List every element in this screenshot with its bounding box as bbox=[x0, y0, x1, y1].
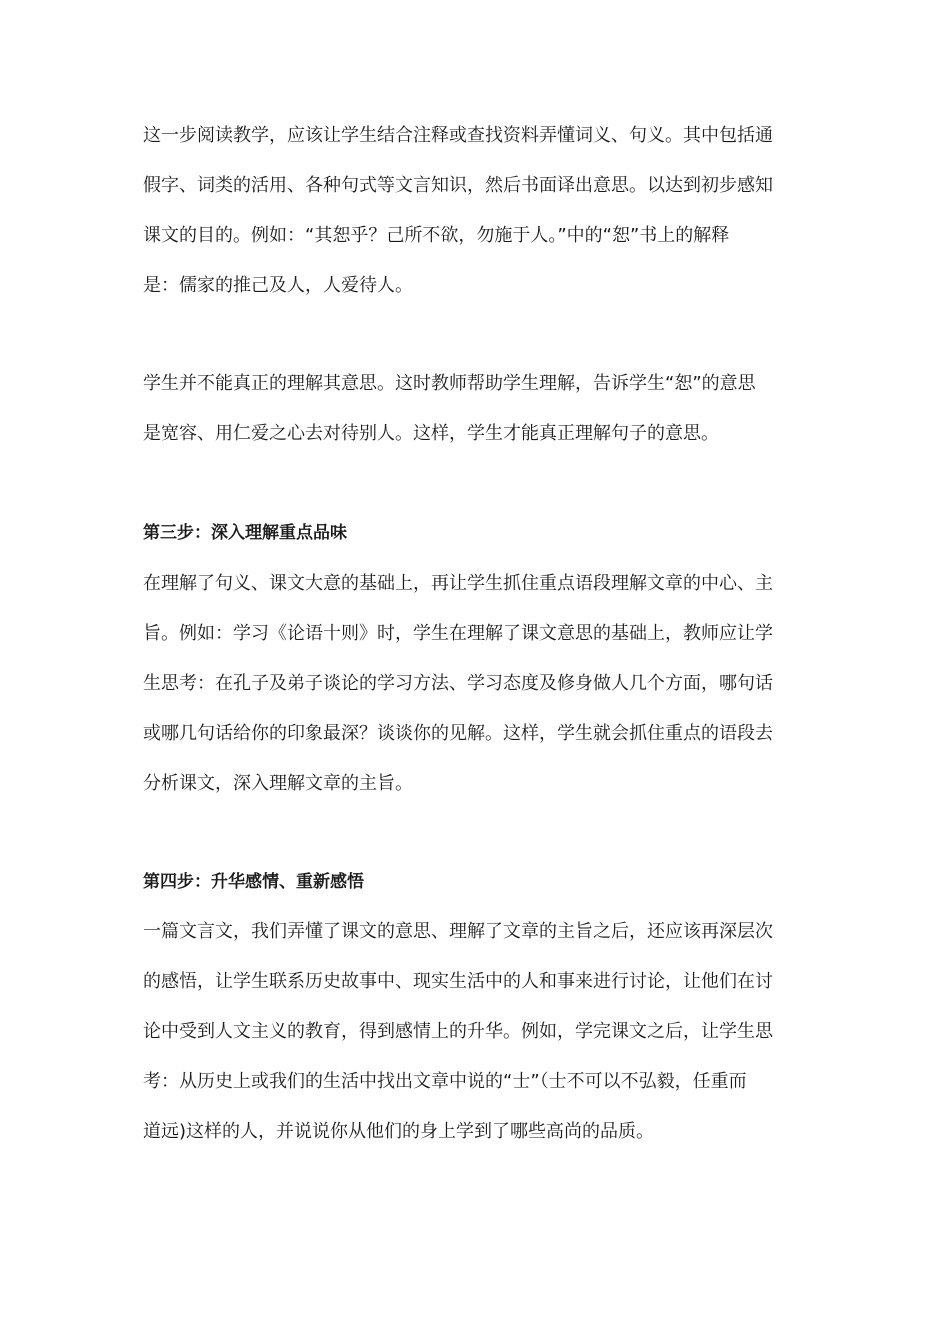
text-line: 是宽容、用仁爱之心去对待别人。这样，学生才能真正理解句子的意思。 bbox=[143, 423, 719, 444]
text-line: 课文的目的。例如：“其恕乎？己所不欲，勿施于人。”中的“恕”书上的解释 bbox=[143, 225, 730, 246]
text-line: 这一步阅读教学，应该让学生结合注释或查找资料弄懂词义、句义。其中包括通 bbox=[143, 125, 773, 146]
step3-heading: 第三步：深入理解重点品味 bbox=[143, 523, 347, 543]
text-line: 是：儒家的推己及人，人爱待人。 bbox=[143, 275, 413, 296]
text-line: 或哪几句话给你的印象最深？谈谈你的见解。这样，学生就会抓住重点的语段去 bbox=[143, 723, 773, 744]
text-line: 旨。例如：学习《论语十则》时，学生在理解了课文意思的基础上，教师应让学 bbox=[143, 623, 773, 644]
text-line: 论中受到人文主义的教育，得到感情上的升华。例如，学完课文之后，让学生思 bbox=[143, 1021, 773, 1042]
text-line: 生思考：在孔子及弟子谈论的学习方法、学习态度及修身做人几个方面，哪句话 bbox=[143, 673, 773, 694]
paragraph-step3 bbox=[143, 559, 811, 809]
text-line: 分析课文，深入理解文章的主旨。 bbox=[143, 773, 413, 794]
text-line: 考：从历史上或我们的生活中找出文章中说的“士”（士不可以不弘毅，任重而 bbox=[143, 1071, 747, 1092]
step4-heading: 第四步：升华感情、重新感悟 bbox=[143, 872, 364, 892]
text-line: 一篇文言文，我们弄懂了课文的意思、理解了文章的主旨之后，还应该再深层次 bbox=[143, 921, 773, 942]
text-line: 在理解了句义、课文大意的基础上，再让学生抓住重点语段理解文章的中心、主 bbox=[143, 573, 773, 594]
text-line: 假字、词类的活用、各种句式等文言知识，然后书面译出意思。以达到初步感知 bbox=[143, 175, 773, 196]
paragraph-intro bbox=[143, 111, 811, 311]
text-line: 学生并不能真正的理解其意思。这时教师帮助学生理解，告诉学生“恕”的意思 bbox=[143, 373, 756, 394]
paragraph-step4 bbox=[143, 907, 811, 1157]
paragraph-understanding bbox=[143, 359, 811, 459]
text-line: 的感悟，让学生联系历史故事中、现实生活中的人和事来进行讨论，让他们在讨 bbox=[143, 971, 773, 992]
text-line: 道远)这样的人，并说说你从他们的身上学到了哪些高尚的品质。 bbox=[143, 1121, 655, 1142]
